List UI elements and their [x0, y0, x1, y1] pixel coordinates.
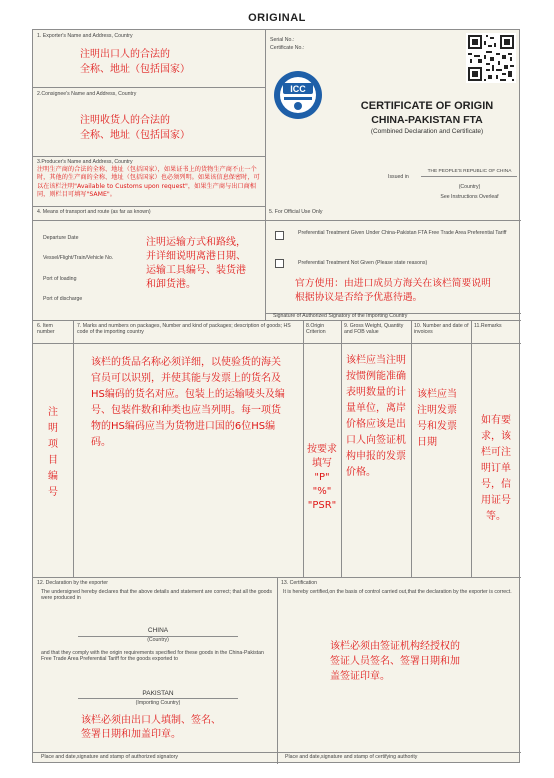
divider-box12-13 [277, 577, 278, 764]
importing-country-underline [78, 698, 238, 699]
box13-certification-text: It is hereby certified,on the basis of control carried out,that the declaration by the exporter is correct. [283, 589, 512, 595]
authorized-signatory-importing-label: Signature of Authorized Signatory of the Importing Country [273, 313, 408, 319]
departure-date-label: Departure Date [43, 235, 79, 241]
col-item-number-header: 6. Item number [37, 323, 55, 336]
origin-criterion-note: 按要求 填写 "P" "%" "PSR" [307, 444, 337, 511]
certificate-title-line1: CERTIFICATE OF ORIGIN [360, 100, 494, 112]
box3-label: 3.Producer's Name and Address, Country [37, 159, 133, 165]
issued-country-label: (Country) [458, 184, 481, 190]
box3-note: 注明生产商的合法的全称、地址（包括国家），如果证书上的货物生产商不止一个时，其他的生产商的全称、地址（包括国家）也必须列明。如果该信息保密时，可以在该栏注明"Available to Customs upon request"，如果生产商与出口商相同，则栏目可填写"SAME"。 [37, 166, 260, 199]
box4-note: 注明运输方式和路线， 并详细说明离港日期、 运输工具编号、装货港 和卸货港。 [146, 237, 246, 290]
divider-columns-header-bottom [33, 343, 521, 344]
box12-compliance-text: and that they comply with the origin requirements specified for these goods in the China-Pakistan Free Trade Area Preferential Tariff for the goods exported to [41, 650, 264, 663]
box13-note: 该栏必须由签证机构经授权的 签证人员签名、签署日期和加 盖签证印章。 [330, 641, 460, 682]
divider-box1-bottom [33, 87, 265, 88]
origin-country-label: (Country) [147, 637, 169, 643]
divider-box4-5 [265, 220, 266, 320]
remarks-note: 如有要 求，该 栏可注 明订单 号，信 用证号 等。 [481, 415, 511, 522]
preferential-not-given-checkbox[interactable] [275, 259, 284, 268]
item-number-note: 注明项目编号 [48, 407, 58, 498]
box5-note: 官方使用：由进口成员方海关在该栏简要说明 根据协议是否给予优惠待遇。 [295, 278, 491, 303]
importing-country-label: (Importing Country) [135, 700, 181, 706]
exporter-signature-footer: Place and date,signature and stamp of authorized signatory [41, 754, 178, 760]
origin-country-value: CHINA [147, 627, 169, 634]
divider-columns-top [33, 320, 521, 321]
divider-box2-bottom [33, 156, 265, 157]
serial-label: Serial No.: [270, 37, 295, 43]
box13-label: 13. Certification [281, 580, 318, 586]
divider-footer [33, 752, 521, 753]
box12-declaration-text: The undersigned hereby declares that the above details and statement are correct; that all the goods were produced in [41, 589, 272, 602]
divider-header-bottom [33, 220, 521, 221]
divider-col-8-9 [341, 320, 342, 577]
divider-col-9-10 [411, 320, 412, 577]
port-of-discharge-label: Port of discharge [43, 296, 83, 302]
divider-top-middle [265, 30, 266, 220]
col-marks-description-header: 7. Marks and numbers on packages, Number and kind of packages; description of goods; HS code of the importing country [77, 323, 291, 336]
document-title: ORIGINAL [248, 12, 306, 24]
certificate-title-line2: CHINA-PAKISTAN FTA [371, 114, 483, 126]
issued-country-underline [421, 176, 517, 177]
divider-col-6-7 [73, 320, 74, 577]
issued-country-value: THE PEOPLE'S REPUBLIC OF CHINA [427, 169, 512, 174]
certificate-form [32, 29, 520, 763]
box4-label: 4. Means of transport and route (as far as known) [37, 209, 151, 215]
preferential-given-label: Preferential Treatment Given Under China-Pakistan FTA Free Trade Area Preferential Tariff [298, 230, 507, 236]
certificate-title-line3: (Combined Declaration and Certificate) [370, 128, 484, 135]
box5-label: 5. For Official Use Only [269, 209, 323, 215]
preferential-not-given-label: Preferential Treatment Not Given (Please state reasons) [298, 260, 428, 266]
icc-logo-text: ICC [290, 84, 306, 94]
box2-note: 注明收货人的合法的 全称、地址（包括国家） [80, 115, 190, 141]
weight-quantity-note: 该栏应当注明按惯例能准确表明数量的计量单位，离岸价格应该是出口人向签证机构申报的发票价格。 [346, 355, 406, 478]
col-origin-criterion-header: 8.Origin Criterion [306, 323, 326, 336]
certifying-authority-footer: Place and date,signature and stamp of certifying authority [285, 754, 418, 760]
col-gross-weight-header: 9. Gross Weight, Quantity and FOB value [344, 323, 404, 336]
icc-logo [273, 70, 323, 120]
col-invoice-header: 10. Number and date of invoices [414, 323, 469, 336]
box12-label: 12. Declaration by the exporter [37, 580, 108, 586]
certificate-no-label: Certificate No.: [270, 45, 305, 51]
instructions-overleaf: See Instructions Overleaf [440, 194, 499, 200]
col-remarks-header: 11.Remarks [474, 323, 502, 329]
box2-label: 2.Consignee's Name and Address, Country [37, 91, 137, 97]
qr-code-icon [466, 33, 516, 83]
box12-note: 该栏必须由出口人填制、签名、 签署日期和加盖印章。 [81, 715, 221, 740]
invoice-note: 该栏应当 注明发票 号和发票 日期 [417, 389, 457, 448]
issued-in-label: Issued in [388, 174, 409, 180]
divider-box3-bottom [33, 206, 265, 207]
vessel-label: Vessel/Flight/Train/Vehicle No. [43, 255, 114, 261]
preferential-given-checkbox[interactable] [275, 231, 284, 240]
box1-label: 1. Exporter's Name and Address, Country [37, 33, 133, 39]
box1-note: 注明出口人的合法的 全称、地址（包括国家） [80, 49, 190, 75]
importing-country-value: PAKISTAN [142, 690, 174, 697]
goods-description-note: 该栏的货品名称必须详细，以使验货的海关官员可以识别，并使其能与发票上的货名及HS编码的货名对应。包装上的运输唛头及编号、包装件数和种类也应当列明。每一项货物的HS编码应当为货物进口国的6位HS编码。 [91, 357, 285, 448]
port-of-loading-label: Port of loading [43, 276, 77, 282]
